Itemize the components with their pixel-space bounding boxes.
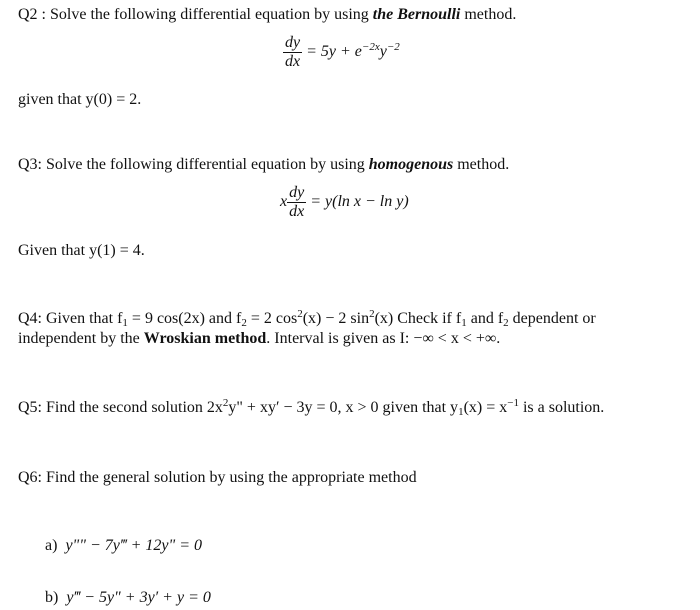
q4-line-1 — [18, 309, 596, 329]
q3-denominator: dx — [289, 203, 305, 220]
q4-text-c: = 2 cos — [246, 310, 298, 327]
q4-sub-2: 2 — [241, 317, 247, 329]
q3-heading — [18, 155, 509, 175]
q3-fraction — [287, 184, 306, 221]
q4-line-2 — [18, 329, 500, 349]
q4-text-e: (x) Check if f — [374, 310, 462, 327]
q6-part-b — [45, 588, 211, 608]
q5-sub-1: 1 — [458, 406, 464, 418]
q2-denominator: dx — [285, 53, 301, 70]
q2-method: the Bernoulli — [372, 6, 461, 23]
q4-text-a: Q4: Given that f — [18, 310, 123, 327]
q3-equation — [280, 184, 409, 221]
q3-rhs: = y(ln x − ln y) — [306, 193, 409, 211]
q3-prefix: Q3: Solve the following differential equation by using — [18, 156, 369, 173]
q2-equation — [283, 34, 400, 71]
q2-rhs-b: y — [379, 43, 387, 61]
q6-b-label: b) — [45, 589, 59, 606]
q5-text-b: y" + xy′ − 3y = 0, x > 0 given that y — [228, 399, 459, 416]
q3-numerator: dy — [289, 184, 305, 201]
q4-text-f: and f — [466, 310, 504, 327]
q4-text-b: = 9 cos(2x) and f — [127, 310, 242, 327]
q4-line2-a: independent by the — [18, 330, 144, 347]
q5-sup-2: 2 — [222, 397, 229, 409]
q5-line — [18, 398, 604, 418]
q2-exponent-2: −2 — [386, 41, 400, 54]
q4-method: Wroskian method — [143, 330, 267, 347]
q5-text-d: is a solution. — [518, 399, 605, 416]
q3-method: homogenous — [368, 156, 454, 173]
q2-numerator: dy — [285, 34, 301, 51]
q4-sup-sin: 2 — [369, 308, 375, 320]
q2-given: given that y(0) = 2. — [18, 91, 142, 108]
q4-sub-1: 1 — [122, 317, 128, 329]
q4-sup-cos: 2 — [297, 308, 303, 320]
q4-text-g: dependent or — [508, 310, 596, 327]
q4-line2-b: . Interval is given as I: −∞ < x < +∞. — [266, 330, 501, 347]
q2-heading — [18, 5, 516, 25]
q6-heading: Q6: Find the general solution by using the appropriate method — [18, 469, 417, 486]
q5-text-a: Q5: Find the second solution 2x — [18, 399, 223, 416]
q2-exponent-1: −2x — [361, 41, 380, 54]
q6-b-equation: y‴ − 5y" + 3y′ + y = 0 — [66, 589, 211, 606]
q3-given: Given that y(1) = 4. — [18, 242, 145, 259]
q6-part-a — [45, 536, 202, 556]
q6-a-equation: y"" − 7y‴ + 12y" = 0 — [65, 537, 203, 554]
q4-sub-4: 2 — [503, 317, 509, 329]
q2-fraction — [283, 34, 302, 71]
q2-rhs-a: = 5y + e — [302, 43, 362, 61]
q4-text-d: (x) − 2 sin — [302, 310, 370, 327]
q6-a-label: a) — [45, 537, 58, 554]
q2-prefix: Q2 : Solve the following differential equation by using — [18, 6, 373, 23]
q5-text-c: (x) = x — [463, 399, 508, 416]
q3-suffix: method. — [453, 156, 510, 173]
q5-sup-neg1: −1 — [507, 397, 519, 409]
q2-suffix: method. — [460, 6, 517, 23]
q3-lhs: x — [280, 193, 288, 211]
q4-sub-3: 1 — [461, 317, 467, 329]
